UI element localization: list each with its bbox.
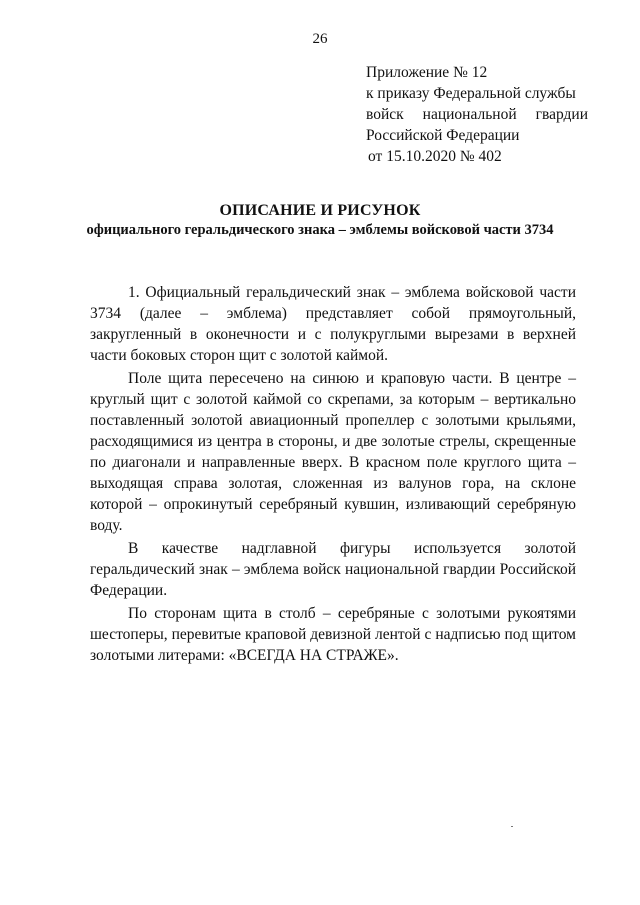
appendix-header bbox=[366, 62, 588, 167]
document-title: ОПИСАНИЕ И РИСУНОК bbox=[219, 202, 421, 219]
paragraph-2: Поле щита пересечено на синюю и краповую части. В центре – круглый щит с золотой каймой со скрепами, за которым – вертикально поставленный золотой авиационный пропеллер с золотыми крыльями, расходящимися из центра в стороны, и две золотые стрелы, скрещенные по диагонали и направленные вверх. В красном поле круглого щита – выходящая справа золотая, сложенная из валунов гора, на склоне которой – опрокинутый серебряный кувшин, изливающий серебряную воду. bbox=[90, 370, 576, 534]
scan-speck bbox=[511, 826, 513, 827]
document-subtitle: официального геральдического знака – эмблемы войсковой части 3734 bbox=[86, 222, 554, 238]
appendix-number: Приложение № 12 bbox=[366, 64, 488, 81]
document-body bbox=[90, 282, 576, 666]
appendix-country: Российской Федерации bbox=[366, 127, 520, 144]
paragraph-4: По сторонам щита в столб – серебряные с золотыми рукоятями шестоперы, перевитые краповой девизной лентой с надписью под щитом золотыми литерами: «ВСЕГДА НА СТРАЖЕ». bbox=[90, 605, 576, 664]
appendix-service-name: войск национальной гвардии bbox=[366, 106, 588, 123]
paragraph-1: 1. Официальный геральдический знак – эмблема войсковой части 3734 (далее – эмблема) представляет собой прямоугольный, закругленный в оконечности и с полукруглыми вырезами в верхней части боковых сторон щит с золотой каймой. bbox=[90, 284, 576, 364]
paragraph-3: В качестве надглавной фигуры используется золотой геральдический знак – эмблема войск национальной гвардии Российской Федерации. bbox=[90, 540, 576, 599]
appendix-order-ref: к приказу Федеральной службы bbox=[366, 85, 576, 102]
page-number: 26 bbox=[312, 31, 328, 47]
appendix-order-date: от 15.10.2020 № 402 bbox=[368, 148, 502, 165]
